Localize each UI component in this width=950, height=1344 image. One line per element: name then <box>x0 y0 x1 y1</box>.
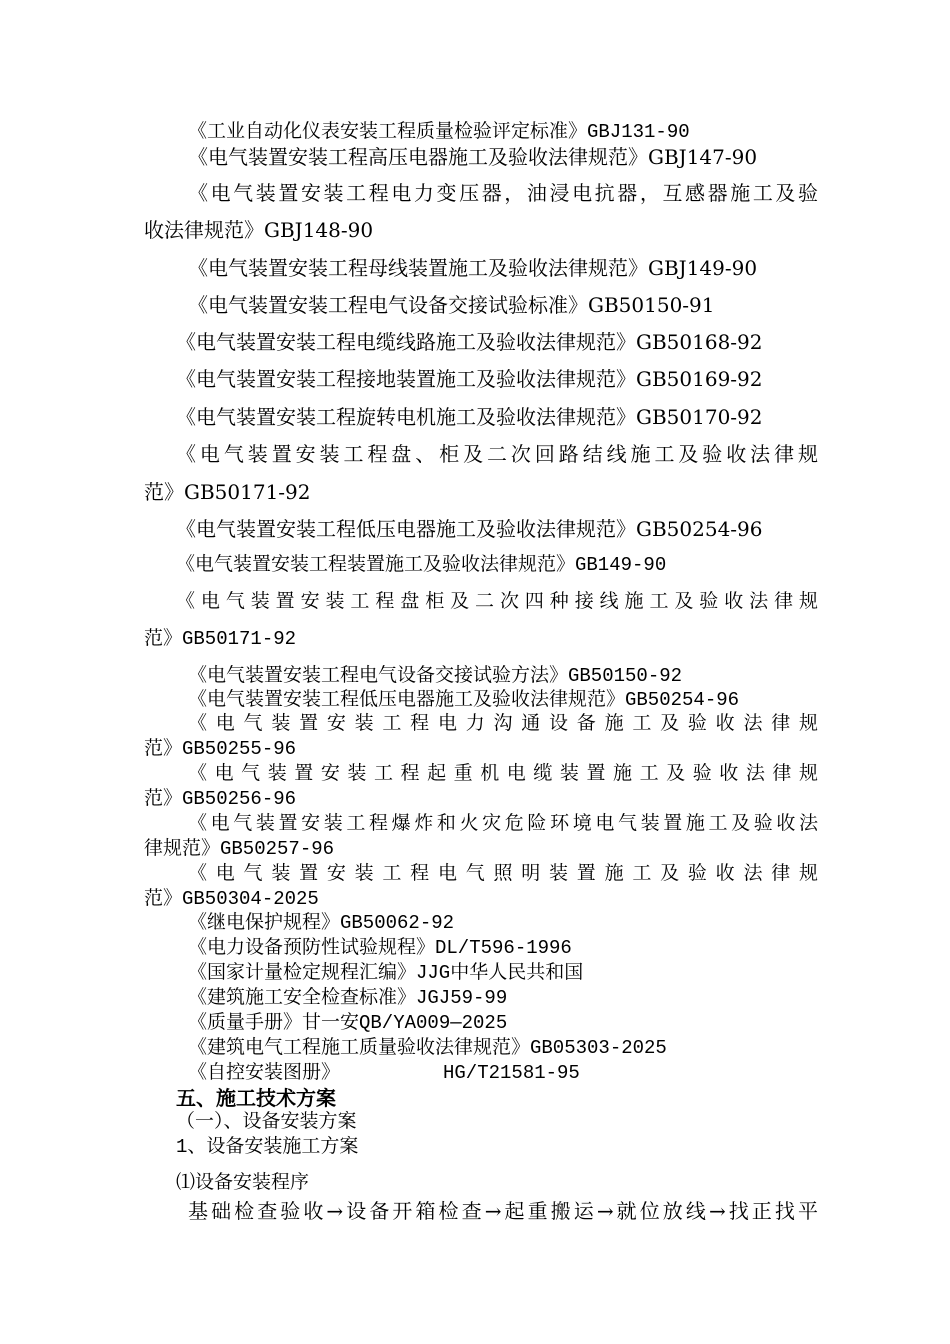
standard-line-continuation: 收法律规范》GBJ148-90 <box>144 218 374 242</box>
standard-line-continuation: 范》GB50171-92 <box>144 628 297 650</box>
standard-line: 《电气装置安装工程电力沟通设备施工及验收法律规 <box>188 713 818 735</box>
standard-line-continuation: 范》GB50255-96 <box>144 738 297 760</box>
standard-line: 《电气装置安装工程接地装置施工及验收法律规范》GB50169-92 <box>176 367 763 391</box>
standard-line-continuation: 范》GB50256-96 <box>144 788 297 810</box>
standard-line: 《电气装置安装工程电缆线路施工及验收法律规范》GB50168-92 <box>176 330 763 354</box>
subsection-heading: （一）、设备安装方案 <box>176 1111 357 1133</box>
standard-line: 《国家计量检定规程汇编》JJG中华人民共和国 <box>188 962 584 984</box>
section-heading: 五、施工技术方案 <box>176 1086 336 1110</box>
standard-line: 《工业自动化仪表安装工程质量检验评定标准》GBJ131-90 <box>188 121 690 143</box>
standard-line: 《质量手册》甘一安QB/YA009—2025 <box>188 1012 508 1034</box>
standard-line: 《电气装置安装工程盘、柜及二次回路结线施工及验收法律规 <box>176 442 818 466</box>
standard-line: 《电气装置安装工程母线装置施工及验收法律规范》GBJ149-90 <box>188 256 758 280</box>
standard-line-continuation: 范》GB50304-2025 <box>144 888 319 910</box>
standard-line: 《电气装置安装工程爆炸和火灾危险环境电气装置施工及验收法 <box>188 813 818 835</box>
standard-line: 《电气装置安装工程电气照明装置施工及验收法律规 <box>188 863 818 885</box>
subsection-heading: 1、设备安装施工方案 <box>176 1136 359 1158</box>
standard-line: 《电气装置安装工程高压电器施工及验收法律规范》GBJ147-90 <box>188 145 758 169</box>
standard-line: 《电气装置安装工程电气设备交接试验方法》GB50150-92 <box>188 665 683 687</box>
standard-code: HG/T21581-95 <box>443 1062 580 1084</box>
standard-line: 《电气装置安装工程盘柜及二次四种接线施工及验收法律规 <box>176 591 818 613</box>
standard-line: 《电气装置安装工程电力变压器，油浸电抗器，互感器施工及验 <box>188 181 818 205</box>
standard-line: 《电气装置安装工程电气设备交接试验标准》GB50150-91 <box>188 293 715 317</box>
standard-line: 《电气装置安装工程低压电器施工及验收法律规范》GB50254-96 <box>176 517 763 541</box>
standard-line: 《电力设备预防性试验规程》DL/T596-1996 <box>188 937 572 959</box>
standard-line-continuation: 范》GB50171-92 <box>144 480 311 504</box>
standard-line: 《电气装置安装工程装置施工及验收法律规范》GB149-90 <box>176 554 667 576</box>
standard-line: 《自控安装图册》 <box>188 1062 341 1084</box>
process-flow: 基础检查验收→设备开箱检查→起重搬运→就位放线→找正找平 <box>188 1199 818 1223</box>
standard-line: 《建筑施工安全检查标准》JGJ59-99 <box>188 987 508 1009</box>
standard-line: 《电气装置安装工程低压电器施工及验收法律规范》GB50254-96 <box>188 689 740 711</box>
standard-line: 《电气装置安装工程旋转电机施工及验收法律规范》GB50170-92 <box>176 405 763 429</box>
standard-line-continuation: 律规范》GB50257-96 <box>144 838 335 860</box>
standard-line: 《继电保护规程》GB50062-92 <box>188 912 455 934</box>
standard-line: 《电气装置安装工程起重机电缆装置施工及验收法律规 <box>188 763 818 785</box>
standard-line: 《建筑电气工程施工质量验收法律规范》GB05303-2025 <box>188 1037 667 1059</box>
step-heading: ⑴设备安装程序 <box>176 1172 310 1194</box>
